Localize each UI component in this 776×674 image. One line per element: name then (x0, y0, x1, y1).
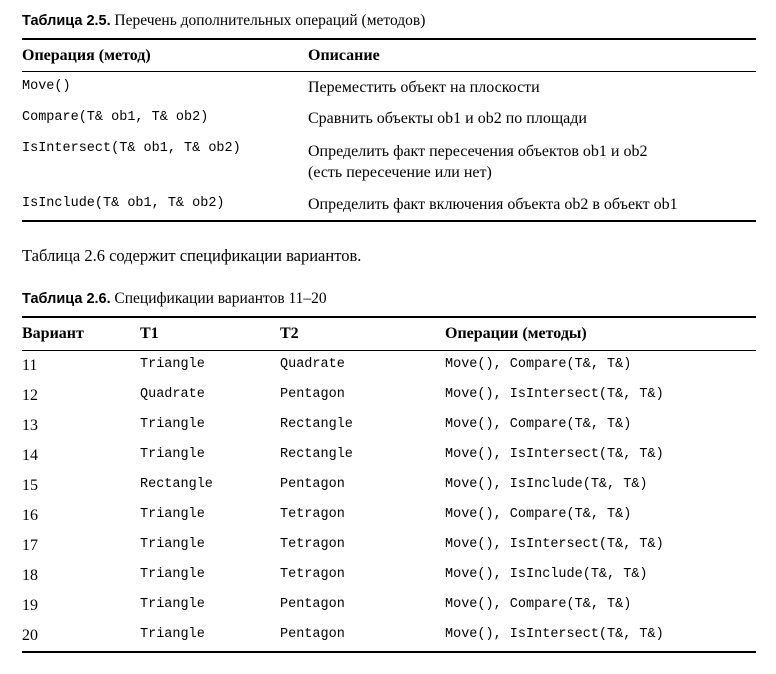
table-row (22, 351, 756, 382)
cell-t2: Pentagon (280, 387, 345, 402)
table-row (22, 103, 756, 134)
cell-variant: 15 (22, 477, 38, 494)
table-row (22, 189, 756, 221)
cell-t1: Quadrate (140, 387, 205, 402)
cell-t2: Rectangle (280, 447, 353, 462)
table-row (22, 621, 756, 652)
table-row (22, 411, 756, 441)
cell-variant: 18 (22, 567, 38, 584)
cell-description: Определить факт включения объекта ob2 в объект ob1 (308, 189, 756, 221)
table-2-5-caption-title: Перечень дополнительных операций (методов) (114, 12, 426, 29)
cell-t2: Pentagon (280, 621, 445, 652)
cell-t1: Triangle (140, 567, 205, 582)
cell-operations: Move(), IsIntersect(T&, T&) (445, 621, 756, 652)
cell-t1: Triangle (140, 447, 205, 462)
cell-description (308, 134, 756, 189)
table-2-6-caption-number: Таблица 2.6. (22, 291, 111, 307)
table-row (22, 441, 756, 471)
table-row (22, 381, 756, 411)
cell-operations: Move(), Compare(T&, T&) (445, 507, 632, 522)
table-row (22, 134, 756, 189)
cell-variant: 11 (22, 351, 140, 382)
cell-operations: Move(), IsIntersect(T&, T&) (445, 537, 664, 552)
table-row-header (22, 39, 756, 72)
cell-t2: Rectangle (280, 417, 353, 432)
cell-variant: 13 (22, 417, 38, 434)
cell-t2: Pentagon (280, 597, 345, 612)
cell-operations: Move(), IsInclude(T&, T&) (445, 477, 648, 492)
cell-variant: 16 (22, 507, 38, 524)
table-row (22, 591, 756, 621)
cell-t1: Triangle (140, 597, 205, 612)
column-header-operations: Операции (методы) (445, 317, 756, 351)
cell-operations: Move(), Compare(T&, T&) (445, 351, 756, 382)
cell-description: Переместить объект на плоскости (308, 72, 756, 104)
cell-operation: Move() (22, 72, 308, 104)
cell-description: Сравнить объекты ob1 и ob2 по площади (308, 110, 587, 127)
table-row (22, 501, 756, 531)
paragraph-text: Таблица 2.6 содержит спецификации вариантов. (22, 246, 362, 265)
cell-variant: 12 (22, 387, 38, 404)
cell-t1: Triangle (140, 351, 280, 382)
cell-operation: Compare(T& ob1, T& ob2) (22, 110, 209, 125)
column-header-variant: Вариант (22, 317, 140, 351)
cell-operations: Move(), Compare(T&, T&) (445, 597, 632, 612)
table-row (22, 561, 756, 591)
table-row (22, 471, 756, 501)
cell-t1: Rectangle (140, 477, 213, 492)
table-row (22, 72, 756, 104)
column-header-operation: Операция (метод) (22, 39, 308, 72)
cell-variant: 17 (22, 537, 38, 554)
column-header-t1: T1 (140, 317, 280, 351)
cell-t1: Triangle (140, 507, 205, 522)
cell-t2: Tetragon (280, 537, 345, 552)
cell-variant: 14 (22, 447, 38, 464)
table-2-6 (22, 316, 756, 653)
table-2-5-caption-number: Таблица 2.5. (22, 13, 111, 29)
cell-operations: Move(), IsIntersect(T&, T&) (445, 387, 664, 402)
cell-operations: Move(), Compare(T&, T&) (445, 417, 632, 432)
cell-t1: Triangle (140, 537, 205, 552)
cell-t1: Triangle (140, 621, 280, 652)
table-row-header (22, 317, 756, 351)
table-2-6-caption-title: Спецификации вариантов 11–20 (114, 290, 327, 307)
cell-description-line1: Определить факт пересечения объектов ob1 и ob2 (308, 143, 648, 160)
table-2-6-caption (22, 290, 327, 308)
table-2-5 (22, 38, 756, 222)
cell-t2: Tetragon (280, 567, 345, 582)
cell-t2: Tetragon (280, 507, 345, 522)
cell-operations: Move(), IsIntersect(T&, T&) (445, 447, 664, 462)
cell-t2: Quadrate (280, 351, 445, 382)
cell-operation: IsIntersect(T& ob1, T& ob2) (22, 141, 241, 156)
column-header-description: Описание (308, 39, 756, 72)
cell-variant: 19 (22, 597, 38, 614)
cell-t2: Pentagon (280, 477, 345, 492)
cell-operations: Move(), IsInclude(T&, T&) (445, 567, 648, 582)
column-header-t2: T2 (280, 317, 445, 351)
cell-description-line2: (есть пересечение или нет) (308, 164, 492, 181)
cell-variant: 20 (22, 621, 140, 652)
table-row (22, 531, 756, 561)
cell-operation: IsInclude(T& ob1, T& ob2) (22, 189, 308, 221)
cell-t1: Triangle (140, 417, 205, 432)
table-2-5-caption (22, 12, 425, 30)
